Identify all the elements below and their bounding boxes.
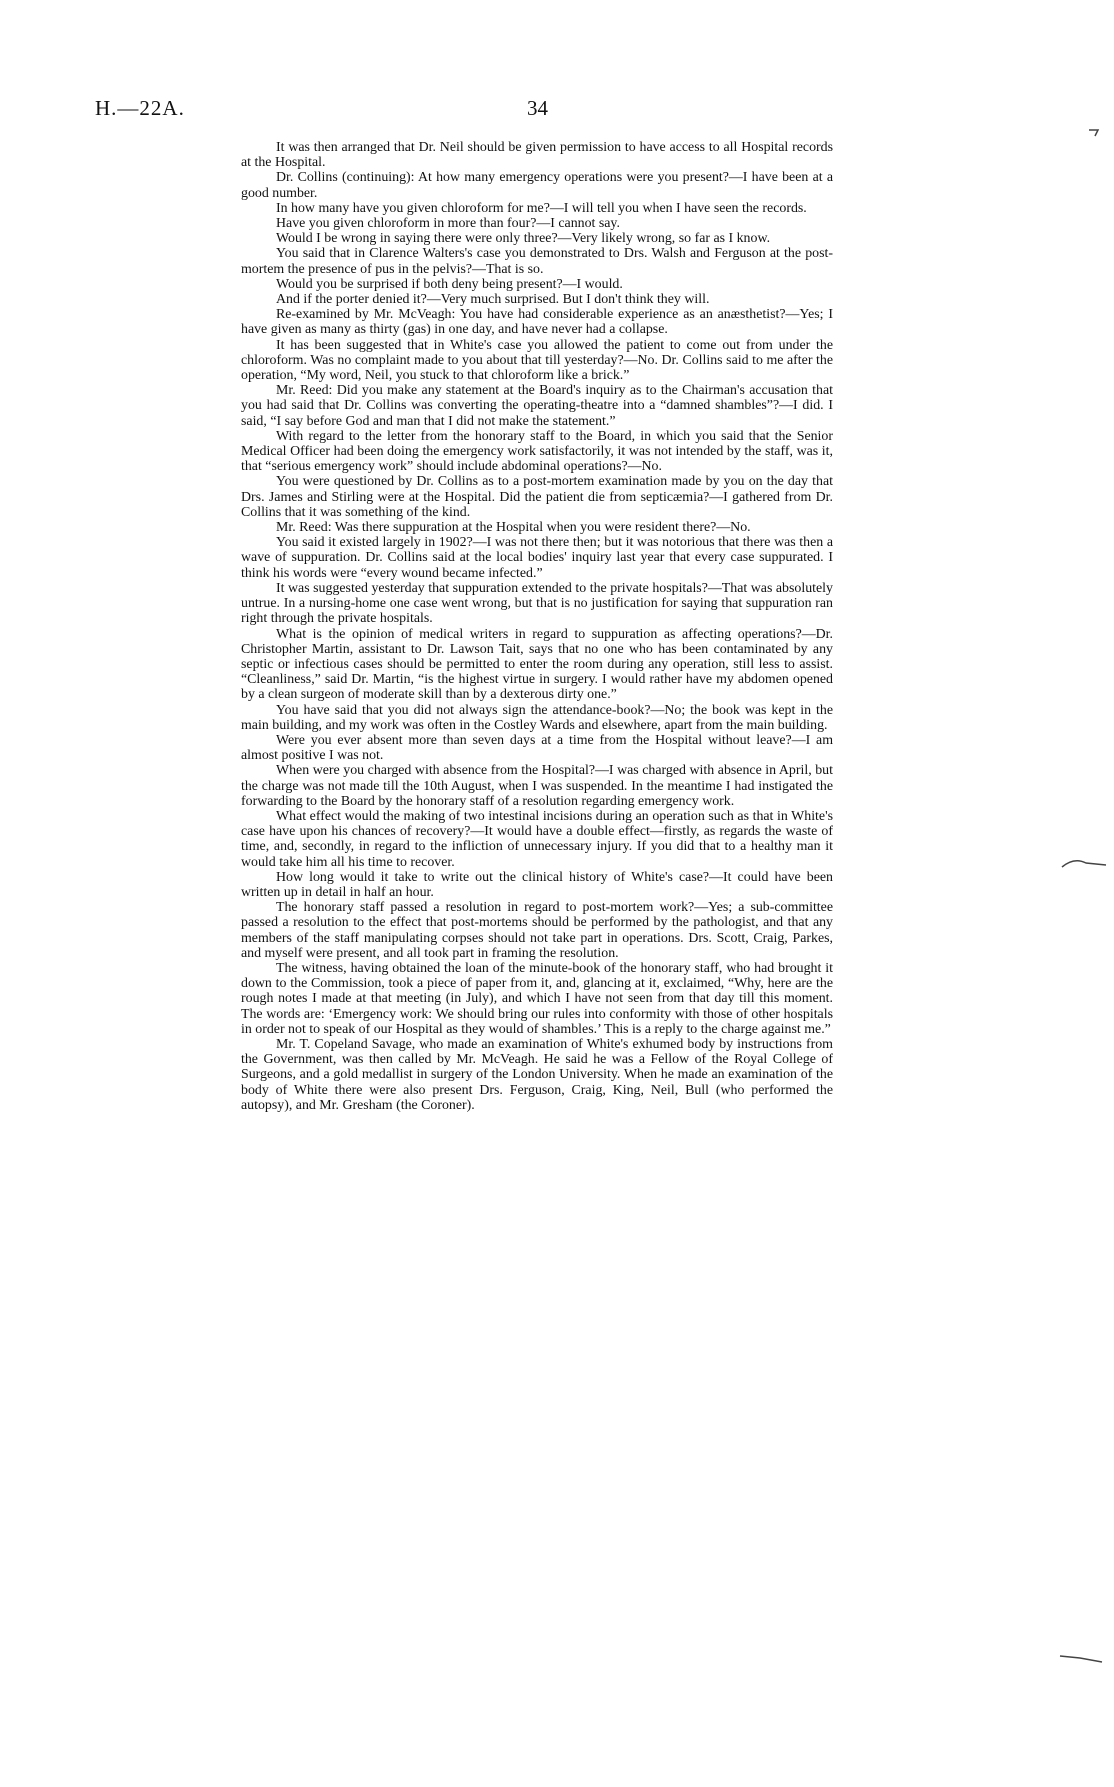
- paragraph: Were you ever absent more than seven days at a time from the Hospital without leave?—I am almost positive I was not.: [241, 732, 833, 764]
- paragraph: Dr. Collins (continuing): At how many emergency operations were you present?—I have been at a good number.: [241, 170, 833, 201]
- paragraph: In how many have you given chloroform for me?—I will tell you when I have seen the records.: [276, 200, 807, 216]
- paragraph: And if the porter denied it?—Very much surprised. But I don't think they will.: [276, 292, 710, 308]
- paragraph: You were questioned by Dr. Collins as to a post-mortem examination made by you on the day that Drs. James and Stirling were at the Hospital. Did the patient die from septicæmia?—I gathered from Dr. Collins that it was something of the kind.: [241, 474, 833, 520]
- paragraph: It has been suggested that in White's case you allowed the patient to come out from under the chloroform. Was no complaint made to you about that till yesterday?—No. Dr. Collins said to me after the operation, “My word, Neil, you stuck to that chloroform like a brick.”: [241, 337, 833, 384]
- paragraph: What is the opinion of medical writers in regard to suppuration as affecting operations?—Dr. Christopher Martin, assistant to Dr. Lawson Tait, says that no one who has been contaminated by any septic or infectious cases should be permitted to enter the room during any operation, still less to assist. “Cleanliness,” said Dr. Martin, “is the highest virtue in surgery. I would rather have my abdomen opened by a clean surgeon of moderate skill than by a dexterous dirty one.”: [241, 626, 833, 703]
- document-reference: H.—22A.: [95, 96, 185, 120]
- paragraph: It was suggested yesterday that suppuration extended to the private hospitals?—That was absolutely untrue. In a nursing-home one case went wrong, but that is no justification for saying that suppuration ran right through the private hospitals.: [241, 580, 833, 627]
- paragraph: Have you given chloroform in more than four?—I cannot say.: [276, 216, 620, 232]
- paragraph: It was then arranged that Dr. Neil should be given permission to have access to all Hospital records at the Hospital.: [241, 140, 833, 171]
- paragraph: Would I be wrong in saying there were only three?—Very likely wrong, so far as I know.: [276, 231, 771, 247]
- paragraph: Re-examined by Mr. McVeagh: You have had considerable experience as an anæsthetist?—Yes; I have given as many as thirty (gas) in one day, and have never had a collapse.: [241, 307, 833, 338]
- paragraph: How long would it take to write out the clinical history of White's case?—It could have been written up in detail in half an hour.: [241, 869, 833, 900]
- scan-mark: [1060, 855, 1110, 875]
- paragraph: Mr. T. Copeland Savage, who made an examination of White's exhumed body by instructions from the Government, was then called by Mr. McVeagh. He said he was a Fellow of the Royal College of Surgeons, and a gold medallist in surgery of the London University. When he made an examination of the body of White there were also present Drs. Ferguson, Craig, King, Neil, Bull (who performed the autopsy), and Mr. Gresham (the Coroner).: [241, 1036, 833, 1113]
- paragraph: You said it existed largely in 1902?—I was not there then; but it was notorious that there was then a wave of suppuration. Dr. Collins said at the local bodies' inquiry last year that every case suppurated. I think his words were “every wound became infected.”: [241, 535, 833, 581]
- paragraph: What effect would the making of two intestinal incisions during an operation such as that in White's case have upon his chances of recovery?—It would have a double effect—firstly, as regards the waste of time, and, secondly, in regard to the infliction of unnecessary injury. If you did that to a healthy man it would take him all his time to recover.: [241, 808, 833, 870]
- paragraph: Mr. Reed: Was there suppuration at the Hospital when you were resident there?—No.: [276, 520, 751, 536]
- paragraph: You said that in Clarence Walters's case you demonstrated to Drs. Walsh and Ferguson at the post-mortem the presence of pus in the pelvis?—That is so.: [241, 246, 833, 277]
- paragraph: With regard to the letter from the honorary staff to the Board, in which you said that the Senior Medical Officer had been doing the emergency work satisfactorily, it was not intended by the staff, was it, that “serious emergency work” should include abdominal operations?—No.: [241, 428, 833, 475]
- paragraph: The honorary staff passed a resolution in regard to post-mortem work?—Yes; a sub-committee passed a resolution to the effect that post-mortems should be performed by the pathologist, and that any members of the staff manipulating corpses should not take part in operations. Drs. Scott, Craig, Parkes, and myself were present, and all took part in framing the resolution.: [241, 900, 833, 961]
- paragraph: You have said that you did not always sign the attendance-book?—No; the book was kept in the main building, and my work was often in the Costley Wards and elsewhere, apart from the main building.: [241, 702, 833, 733]
- paragraph: Mr. Reed: Did you make any statement at the Board's inquiry as to the Chairman's accusation that you had said that Dr. Collins was converting the operating-theatre into a “damned shambles”?—I did. I said, “I say before God and man that I did not make the statement.”: [241, 383, 833, 429]
- page-number: 34: [527, 96, 548, 120]
- paragraph: The witness, having obtained the loan of the minute-book of the honorary staff, who had brought it down to the Commission, took a piece of paper from it, and, glancing at it, exclaimed, “Why, here are the rough notes I made at that meeting (in July), and which I have not seen from that day till this moment. The words are: ‘Emergency work: We should bring our rules into conformity with those of other hospitals in order not to speak of our Hospital as they would of shambles.’ This is a reply to the charge against me.”: [241, 960, 833, 1037]
- text-column: [241, 140, 833, 1113]
- scan-mark: [1086, 120, 1106, 140]
- scan-mark: [1058, 1648, 1108, 1668]
- paragraph: When were you charged with absence from the Hospital?—I was charged with absence in April, but the charge was not made till the 10th August, when I was suspended. In the meantime I had instigated the forwarding to the Board by the honorary staff of a resolution regarding emergency work.: [241, 763, 833, 809]
- paragraph: Would you be surprised if both deny being present?—I would.: [276, 276, 623, 292]
